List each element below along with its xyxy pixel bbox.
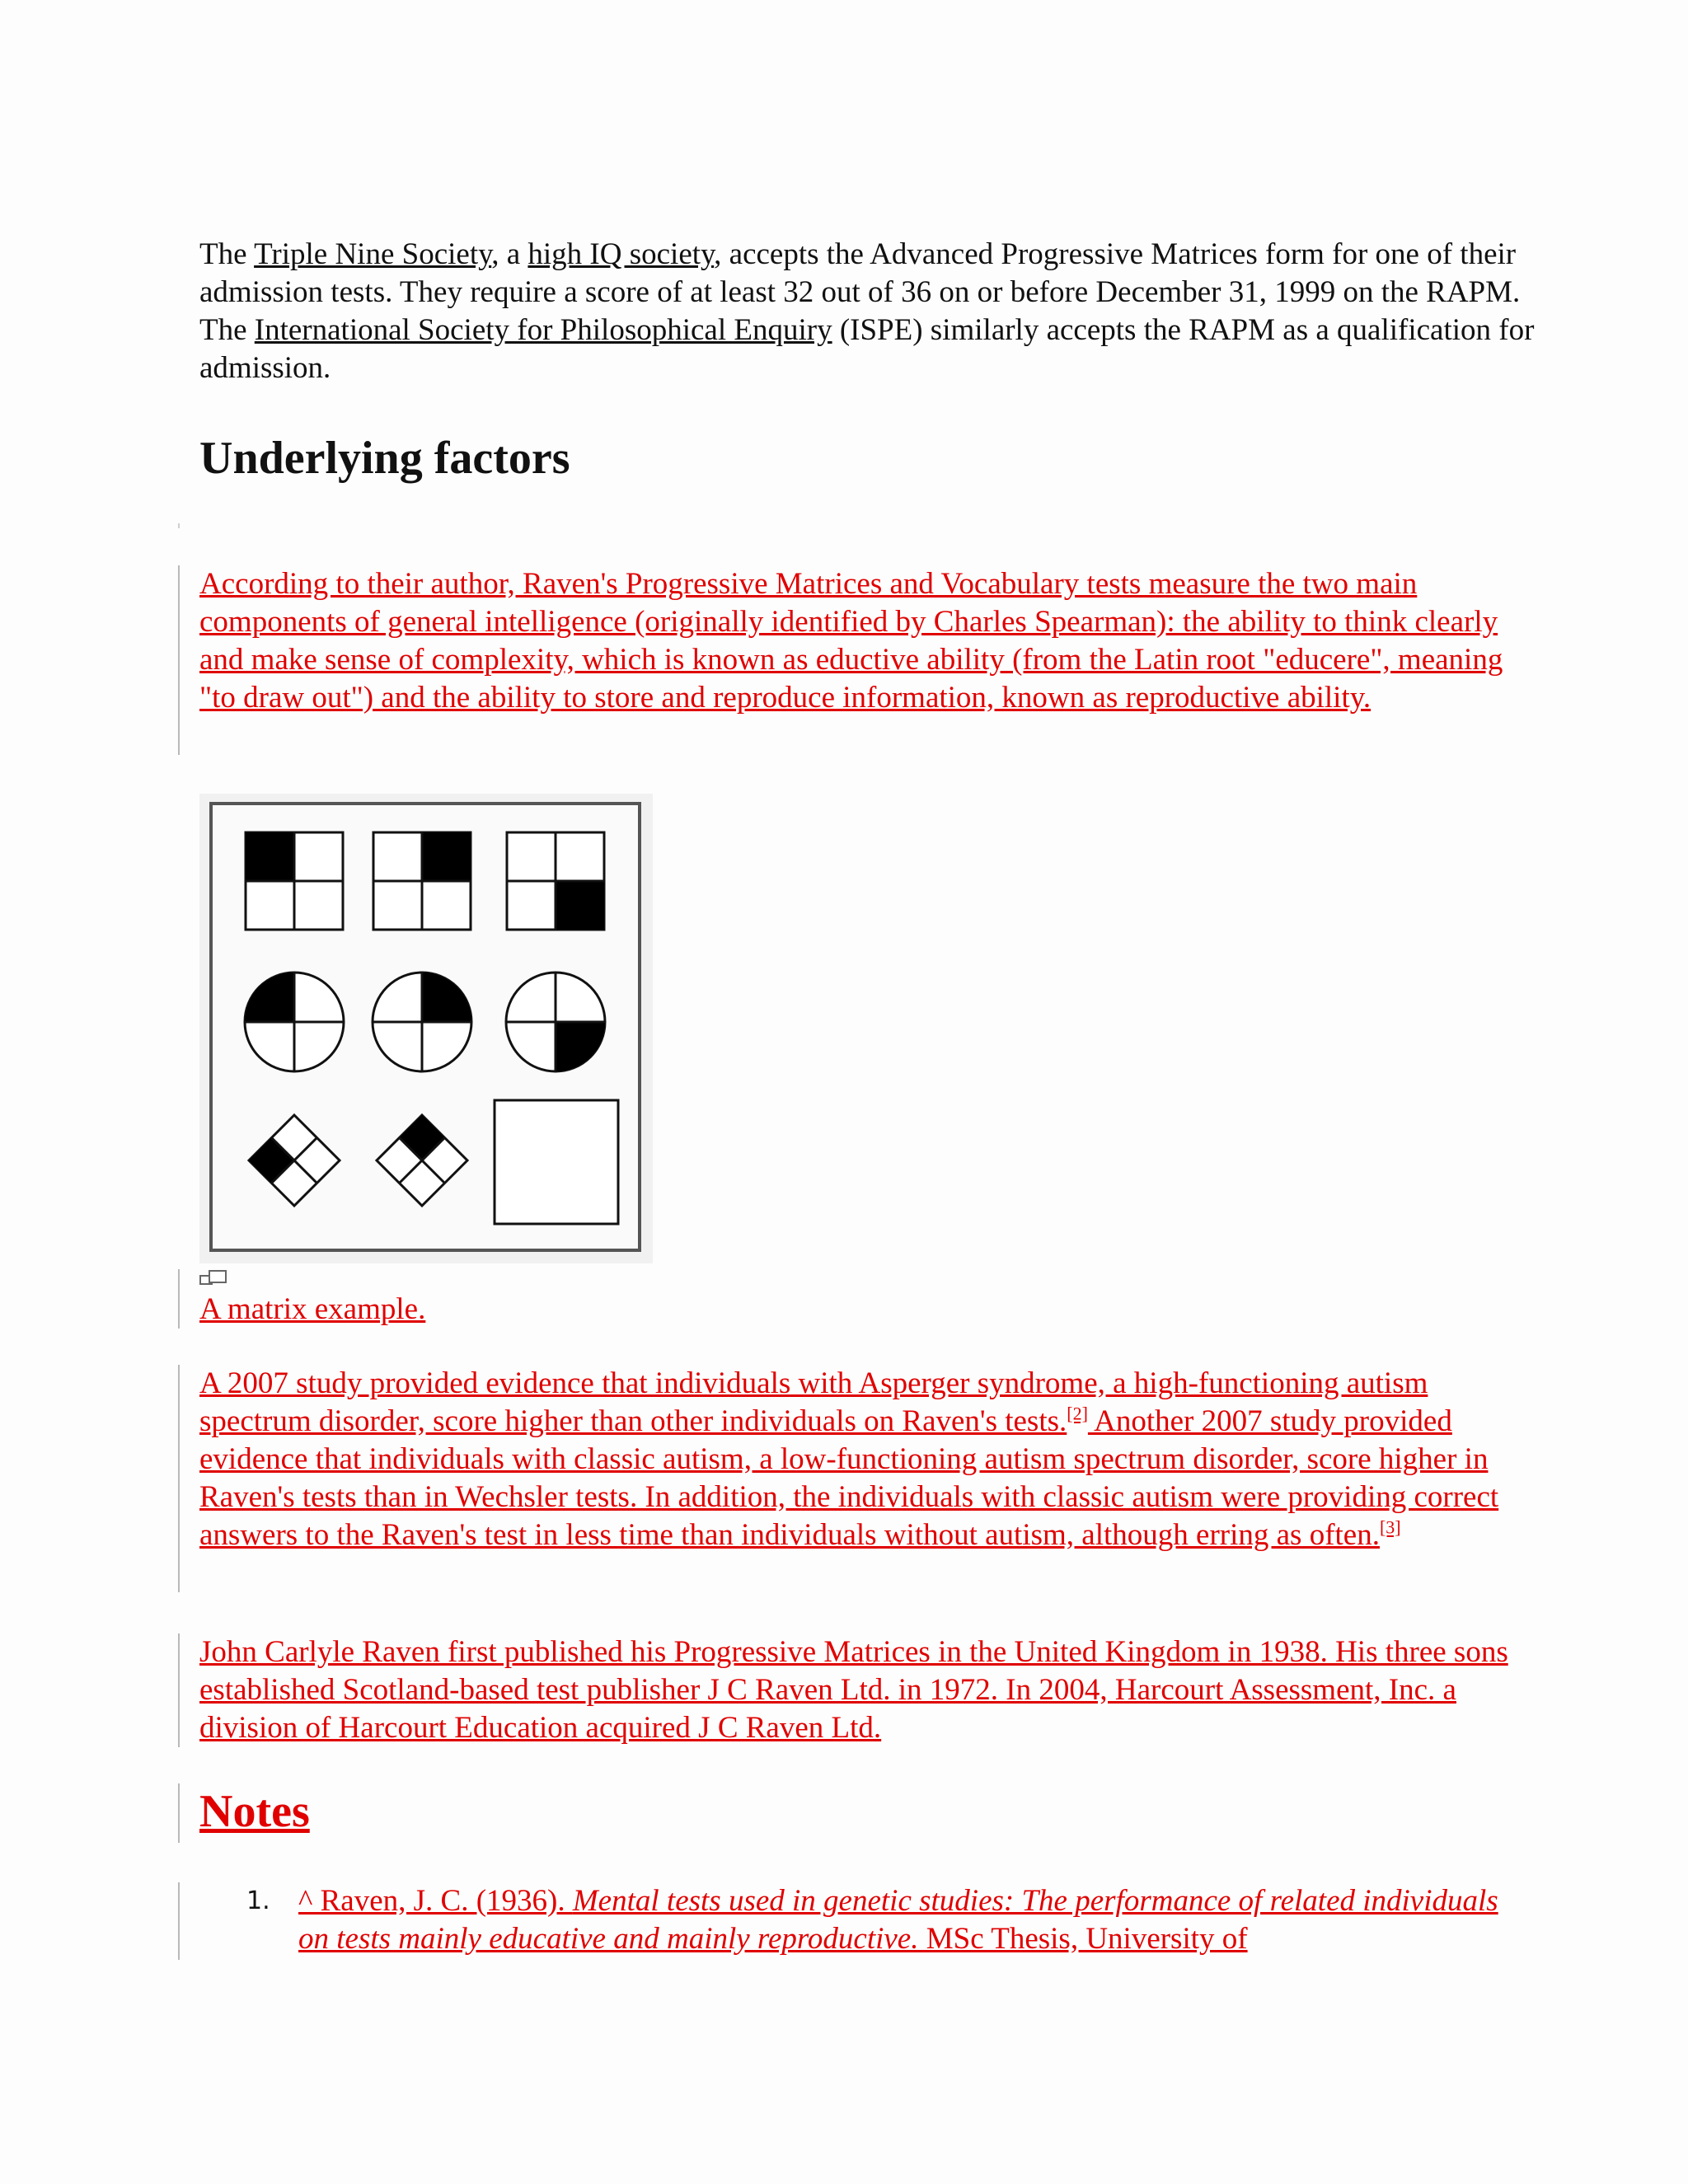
reference-list — [199, 1882, 1535, 1958]
reference-backlink[interactable]: ^ Raven, J. C. (1936). — [298, 1884, 573, 1918]
reference-title[interactable]: Mental tests used in genetic studies: The performance of related individuals on tests mainly educative and mainly reproductive. — [298, 1884, 1498, 1956]
intro-text: , a — [491, 237, 528, 271]
revision-bar — [178, 1365, 180, 1592]
author-paragraph-block — [199, 565, 1535, 717]
study-paragraph-block — [199, 1365, 1535, 1554]
matrix-cell-r2c3 — [506, 972, 605, 1071]
link-triple-nine-society[interactable]: Triple Nine Society — [254, 237, 492, 271]
intro-text: , accepts the Advanced Progressive Matrices form for one of their admission tests. They require a score of at least 32 out of 36 on or before December 31, 1999 on the RAPM. The — [199, 237, 1521, 347]
intro-text: (ISPE) similarly accepts the RAPM as a qualification for admission. — [199, 313, 1535, 385]
figure-caption[interactable]: A matrix example. — [199, 1292, 426, 1326]
revision-bar — [178, 1882, 180, 1960]
matrix-cell-r3c3-empty — [495, 1100, 618, 1224]
revision-marker — [178, 523, 180, 528]
raven-paragraph-block — [199, 1633, 1535, 1747]
link-high-iq-society[interactable]: high IQ society — [528, 237, 715, 271]
heading-notes[interactable]: Notes — [199, 1786, 310, 1837]
intro-paragraph — [199, 236, 1535, 387]
link-ispe[interactable]: International Society for Philosophical Enquiry — [254, 313, 832, 347]
revision-bar — [178, 565, 180, 755]
study-text-1[interactable]: A 2007 study provided evidence that individuals with Asperger syndrome, a high-functioning autism spectrum disorder, score higher than other individuals on Raven's tests. — [199, 1366, 1428, 1438]
figure-caption-block — [199, 1269, 425, 1329]
reference-tail[interactable]: MSc Thesis, University of — [918, 1922, 1248, 1956]
matrix-example-image — [199, 794, 653, 1263]
matrix-cell-r2c1 — [245, 972, 344, 1071]
raven-paragraph[interactable]: John Carlyle Raven first published his Progressive Matrices in the United Kingdom in 1938. His three sons established Scotland-based test publisher J C Raven Ltd. in 1972. In 2004, Harcourt Assessment, Inc. a division of Harcourt Education acquired J C Raven Ltd. — [199, 1635, 1508, 1745]
matrix-cell-r2c2 — [373, 972, 471, 1071]
matrix-figure — [199, 794, 653, 1263]
reference-number: 1. — [246, 1886, 270, 1915]
notes-heading-block — [199, 1783, 310, 1840]
revision-bar — [178, 1633, 180, 1747]
revision-bar — [178, 1783, 180, 1843]
intro-paragraph-block — [199, 236, 1535, 387]
study-text-2[interactable]: Another 2007 study provided evidence that individuals with classic autism, a low-functioning autism spectrum disorder, score higher in Raven's tests than in Wechsler tests. In addition, the individuals with classic autism were providing correct answers to the Raven's test in less time than individuals without autism, although erring as often. — [199, 1404, 1499, 1552]
citation-3[interactable]: [3] — [1379, 1516, 1401, 1538]
author-paragraph[interactable]: According to their author, Raven's Progressive Matrices and Vocabulary tests measure the two main components of general intelligence (originally identified by Charles Spearman): the ability to think clearly and make sense of complexity, which is known as eductive ability (from the Latin root "educere", meaning "to draw out") and the ability to store and reproduce information, known as reproductive ability. — [199, 567, 1503, 715]
intro-text: The — [199, 237, 255, 271]
citation-2[interactable]: [2] — [1067, 1403, 1088, 1424]
reference-item — [298, 1882, 1535, 1958]
enlarge-icon[interactable] — [199, 1269, 227, 1289]
revision-bar — [178, 1269, 180, 1329]
heading-underlying-factors: Underlying factors — [199, 433, 570, 484]
